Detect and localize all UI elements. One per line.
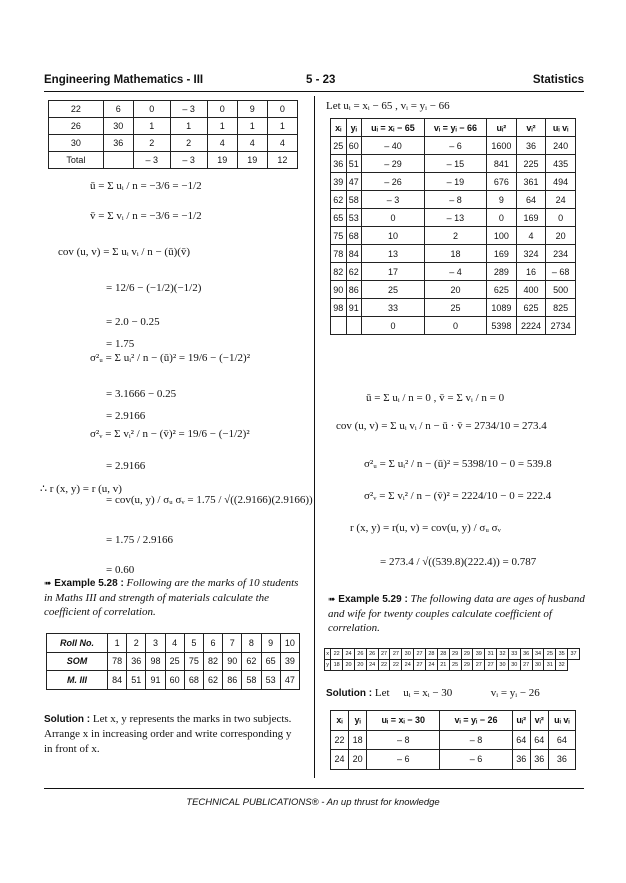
arrow-icon: ➠ <box>44 579 52 589</box>
table-cell: 18 <box>424 245 486 263</box>
table-cell: – 29 <box>362 155 425 173</box>
equation-line: σ²ᵤ = Σ uᵢ² / n − (ū)² = 19/6 − (−1/2)² <box>90 352 251 364</box>
table-cell: – 3 <box>170 101 207 118</box>
table-cell: – 68 <box>546 263 576 281</box>
table-cell: 75 <box>331 227 347 245</box>
table-cell: 31 <box>544 660 556 671</box>
table-cell: 1 <box>170 118 207 135</box>
table-cell: 1 <box>237 118 267 135</box>
table-cell: 64 <box>512 730 530 750</box>
table-cell: 4 <box>165 634 184 653</box>
table-cell: 8 <box>242 634 261 653</box>
table-cell: 36 <box>530 750 548 770</box>
table-cell: 84 <box>108 671 127 690</box>
equation-line: σ²ᵥ = Σ vᵢ² / n − (v̄)² = 19/6 − (−1/2)² <box>90 428 250 440</box>
table-cell: 82 <box>203 652 222 671</box>
table-cell: – 26 <box>362 173 425 191</box>
table-cell: 25 <box>362 281 425 299</box>
table-header-row <box>331 119 576 137</box>
page-header <box>44 74 584 90</box>
table-cell: 22 <box>331 649 343 660</box>
table-cell: 86 <box>346 281 362 299</box>
table-cell: 53 <box>261 671 280 690</box>
table-cell: 65 <box>261 652 280 671</box>
header-cell: uᵢ² <box>512 711 530 731</box>
table-cell: 2 <box>424 227 486 245</box>
arrow-icon: ➠ <box>328 595 336 605</box>
table-cell: 17 <box>362 263 425 281</box>
table-row <box>49 152 298 169</box>
table-cell: 22 <box>378 660 390 671</box>
computation-table-2 <box>330 710 576 770</box>
table-cell: M. III <box>47 671 108 690</box>
table-cell: 78 <box>108 652 127 671</box>
ages-table <box>324 648 580 671</box>
table-cell: 1600 <box>487 137 517 155</box>
equation-line: = 12/6 − (−1/2)(−1/2) <box>106 282 202 294</box>
table-row <box>331 299 576 317</box>
table-cell: 91 <box>146 671 165 690</box>
table-cell: 4 <box>516 227 546 245</box>
header-cell: uᵢ vᵢ <box>546 119 576 137</box>
header-cell: vᵢ = yᵢ − 66 <box>424 119 486 137</box>
table-cell: 24 <box>343 649 355 660</box>
table-cell: – 8 <box>424 191 486 209</box>
table-cell: 27 <box>390 649 402 660</box>
table-cell: 10 <box>362 227 425 245</box>
table-cell: 4 <box>207 135 237 152</box>
solution-5-29 <box>326 686 586 701</box>
table-cell: 64 <box>548 730 575 750</box>
table-cell: – 13 <box>424 209 486 227</box>
table-cell: 9 <box>261 634 280 653</box>
table-cell: 10 <box>280 634 299 653</box>
equation-line: ∴ r (x, y) = r (u, v) <box>40 483 122 495</box>
equation-line: cov (u, v) = Σ uᵢ vᵢ / n − (ū)(v̄) <box>58 246 191 258</box>
table-cell: 25 <box>331 137 347 155</box>
table-cell: 4 <box>267 135 297 152</box>
table-cell: 47 <box>280 671 299 690</box>
table-row <box>331 730 576 750</box>
table-cell: 12 <box>267 152 297 169</box>
table-cell: 240 <box>546 137 576 155</box>
equation-line: = 1.75 <box>106 338 135 350</box>
header-cell: yᵢ <box>346 119 362 137</box>
table-cell: 60 <box>165 671 184 690</box>
book-title: Engineering Mathematics - III <box>44 74 204 86</box>
table-cell: 30 <box>508 660 520 671</box>
table-cell: 22 <box>331 730 349 750</box>
header-cell: uᵢ = xᵢ − 30 <box>367 711 440 731</box>
table-cell: 1 <box>108 634 127 653</box>
table-cell: 0 <box>133 101 170 118</box>
page-footer: TECHNICAL PUBLICATIONS® - An up thrust for knowledge <box>186 797 440 808</box>
table-cell: 51 <box>346 155 362 173</box>
table-cell: 30 <box>103 118 133 135</box>
table-cell: 90 <box>223 652 242 671</box>
example-5-29 <box>328 592 586 635</box>
table-cell: 25 <box>449 660 461 671</box>
table-cell: 20 <box>424 281 486 299</box>
table-cell: 5 <box>184 634 203 653</box>
table-cell: 0 <box>362 209 425 227</box>
table-cell: 169 <box>516 209 546 227</box>
table-cell: – 8 <box>440 730 512 750</box>
equation-line: = 2.9166 <box>106 410 146 422</box>
table-row <box>47 634 300 653</box>
table-cell: – 19 <box>424 173 486 191</box>
table-cell: 33 <box>362 299 425 317</box>
table-cell: 7 <box>223 634 242 653</box>
table-cell: 58 <box>346 191 362 209</box>
header-cell: xᵢ <box>331 711 349 731</box>
table-cell: 98 <box>146 652 165 671</box>
table-row <box>331 155 576 173</box>
table-cell: 36 <box>516 137 546 155</box>
table-cell: 36 <box>512 750 530 770</box>
table-cell: 84 <box>346 245 362 263</box>
table-cell: 24 <box>402 660 414 671</box>
table-cell: – 3 <box>362 191 425 209</box>
solution-text-2: Arrange x in increasing order and write corresponding y in front of x. <box>44 728 292 755</box>
footer-rule <box>44 788 584 789</box>
table-row <box>331 173 576 191</box>
table-cell: – 3 <box>170 152 207 169</box>
table-cell: 68 <box>346 227 362 245</box>
table-cell: 6 <box>203 634 222 653</box>
table-cell: 36 <box>127 652 146 671</box>
table-cell: 26 <box>49 118 104 135</box>
table-row <box>47 652 300 671</box>
table-cell: 53 <box>346 209 362 227</box>
table-cell: 29 <box>461 649 473 660</box>
table-cell: 234 <box>546 245 576 263</box>
table-cell: 20 <box>354 660 366 671</box>
table-cell: 62 <box>203 671 222 690</box>
table-cell: 32 <box>556 660 568 671</box>
table-cell: 225 <box>516 155 546 173</box>
table-cell: 36 <box>548 750 575 770</box>
table-cell: 20 <box>349 750 367 770</box>
header-cell: vᵢ² <box>530 711 548 731</box>
equation-line: = 2.9166 <box>106 460 146 472</box>
table-cell: 5398 <box>487 317 517 335</box>
table-cell: – 15 <box>424 155 486 173</box>
table-cell: – 6 <box>440 750 512 770</box>
header-cell: yᵢ <box>349 711 367 731</box>
header-cell: vᵢ² <box>516 119 546 137</box>
table-cell: 21 <box>437 660 449 671</box>
table-cell: 435 <box>546 155 576 173</box>
table-cell: 75 <box>184 652 203 671</box>
solution-label: Solution : <box>44 714 91 725</box>
table-cell: 289 <box>487 263 517 281</box>
table-row <box>331 227 576 245</box>
table-cell: 20 <box>343 660 355 671</box>
table-cell: 33 <box>508 649 520 660</box>
table-cell: 47 <box>346 173 362 191</box>
table-cell: 18 <box>331 660 343 671</box>
table-cell: 18 <box>349 730 367 750</box>
table-cell: 22 <box>49 101 104 118</box>
table-cell: 86 <box>223 671 242 690</box>
table-cell: 62 <box>346 263 362 281</box>
table-row <box>331 245 576 263</box>
table-cell: 2 <box>170 135 207 152</box>
table-cell: – 40 <box>362 137 425 155</box>
table-row <box>47 671 300 690</box>
table-cell: 36 <box>103 135 133 152</box>
table-cell: 100 <box>487 227 517 245</box>
table-row <box>331 209 576 227</box>
table-cell: 28 <box>425 649 437 660</box>
table-cell: 26 <box>366 649 378 660</box>
table-cell: 24 <box>331 750 349 770</box>
table-cell: 625 <box>516 299 546 317</box>
table-cell: 68 <box>184 671 203 690</box>
table-cell: – 6 <box>424 137 486 155</box>
example-label: Example 5.29 : <box>338 594 408 605</box>
table-cell: 32 <box>497 649 509 660</box>
table-cell: – 6 <box>367 750 440 770</box>
table-cell: 2 <box>127 634 146 653</box>
table-row <box>49 135 298 152</box>
table-cell: 27 <box>378 649 390 660</box>
table-cell: 51 <box>127 671 146 690</box>
table-cell: 24 <box>546 191 576 209</box>
table-row <box>331 281 576 299</box>
table-cell: 25 <box>424 299 486 317</box>
table-cell: 27 <box>414 660 426 671</box>
table-cell: 19 <box>237 152 267 169</box>
table-cell: 0 <box>546 209 576 227</box>
table-cell: SOM <box>47 652 108 671</box>
table-cell: 400 <box>516 281 546 299</box>
continuation-table <box>48 100 298 169</box>
table-cell: 27 <box>473 660 485 671</box>
table-cell <box>346 317 362 335</box>
table-cell: 625 <box>487 281 517 299</box>
table-row <box>49 101 298 118</box>
table-cell: – 3 <box>133 152 170 169</box>
table-cell: 9 <box>237 101 267 118</box>
solution-label: Solution : <box>326 688 373 699</box>
table-cell: 825 <box>546 299 576 317</box>
table-cell: 0 <box>487 209 517 227</box>
header-rule <box>44 91 584 92</box>
example-text: The following data are ages of husband and wife for twenty couples calculate coefficient of correlation. <box>328 593 585 634</box>
equation-line: σ²ᵥ = Σ vᵢ² / n − (v̄)² = 2224/10 − 0 = 222.4 <box>364 490 552 502</box>
table-cell: 3 <box>146 634 165 653</box>
table-cell: 65 <box>331 209 347 227</box>
table-cell: 30 <box>402 649 414 660</box>
table-cell: 9 <box>487 191 517 209</box>
table-cell: 13 <box>362 245 425 263</box>
table-cell: y <box>325 660 331 671</box>
equation-line: ū = Σ uᵢ / n = −3/6 = −1/2 <box>90 180 202 192</box>
table-cell: 841 <box>487 155 517 173</box>
header-cell: vᵢ = yᵢ − 26 <box>440 711 512 731</box>
equation-line: = 1.75 / 2.9166 <box>106 534 174 546</box>
table-cell: 27 <box>414 649 426 660</box>
table-cell <box>103 152 133 169</box>
table-cell: 25 <box>544 649 556 660</box>
table-cell: 4 <box>237 135 267 152</box>
table-cell: 30 <box>49 135 104 152</box>
table-cell: 1 <box>267 118 297 135</box>
marks-table <box>46 633 300 690</box>
table-cell: 60 <box>346 137 362 155</box>
equation-line: σ²ᵤ = Σ uᵢ² / n − (ū)² = 5398/10 − 0 = 539.8 <box>364 458 552 470</box>
table-cell: – 8 <box>367 730 440 750</box>
right-let-line: Let uᵢ = xᵢ − 65 , vᵢ = yᵢ − 66 <box>326 100 450 112</box>
table-row <box>331 263 576 281</box>
table-cell: 62 <box>242 652 261 671</box>
table-cell: 0 <box>424 317 486 335</box>
table-cell: 0 <box>362 317 425 335</box>
header-cell: uᵢ² <box>487 119 517 137</box>
table-cell: 91 <box>346 299 362 317</box>
table-cell: 1 <box>207 118 237 135</box>
table-cell: 30 <box>497 660 509 671</box>
solution-5-28 <box>44 712 302 757</box>
header-cell: uᵢ = xᵢ − 65 <box>362 119 425 137</box>
table-cell: 2 <box>133 135 170 152</box>
table-row <box>331 317 576 335</box>
table-row <box>325 649 580 660</box>
table-cell: 6 <box>103 101 133 118</box>
table-cell: 361 <box>516 173 546 191</box>
table-cell: 324 <box>516 245 546 263</box>
table-cell: 27 <box>520 660 532 671</box>
table-cell: 29 <box>461 660 473 671</box>
table-cell: 78 <box>331 245 347 263</box>
equation-line: cov (u, v) = Σ uᵢ vᵢ / n − ū · v̄ = 2734/10 = 273.4 <box>336 420 547 432</box>
equation-line: ū = Σ uᵢ / n = 0 , v̄ = Σ vᵢ / n = 0 <box>366 392 505 404</box>
equation-line: v̄ = Σ vᵢ / n = −3/6 = −1/2 <box>90 210 202 222</box>
table-cell: 0 <box>267 101 297 118</box>
table-cell <box>331 317 347 335</box>
table-cell: x <box>325 649 331 660</box>
table-cell: 35 <box>556 649 568 660</box>
table-cell: 1089 <box>487 299 517 317</box>
table-cell: 34 <box>532 649 544 660</box>
equation-line: = 0.60 <box>106 564 135 576</box>
header-cell: uᵢ vᵢ <box>548 711 575 731</box>
example-text: Following are the marks of 10 students in Maths III and strength of materials calculate the coefficient of correlation. <box>44 577 299 618</box>
chapter-title: Statistics <box>532 74 584 86</box>
table-cell: 26 <box>354 649 366 660</box>
table-cell: 98 <box>331 299 347 317</box>
table-cell: 64 <box>516 191 546 209</box>
example-5-28 <box>44 576 304 619</box>
table-cell: 2734 <box>546 317 576 335</box>
table-cell: 90 <box>331 281 347 299</box>
computation-table <box>330 118 576 335</box>
table-header-row <box>331 711 576 731</box>
table-cell: – 4 <box>424 263 486 281</box>
table-cell: 16 <box>516 263 546 281</box>
table-cell: 24 <box>425 660 437 671</box>
table-cell: 39 <box>473 649 485 660</box>
table-cell: 36 <box>520 649 532 660</box>
table-cell: 2224 <box>516 317 546 335</box>
table-row <box>331 137 576 155</box>
equation-line: = cov(u, y) / σᵤ σᵥ = 1.75 / √((2.9166)(2.9166)) <box>106 494 313 506</box>
column-divider <box>314 96 315 778</box>
table-cell: 62 <box>331 191 347 209</box>
table-cell: 0 <box>207 101 237 118</box>
table-cell: 58 <box>242 671 261 690</box>
table-row <box>331 191 576 209</box>
table-cell: 37 <box>568 649 580 660</box>
table-cell: 29 <box>449 649 461 660</box>
table-cell: 64 <box>530 730 548 750</box>
table-row <box>49 118 298 135</box>
header-cell: xᵢ <box>331 119 347 137</box>
equation-line: = 273.4 / √((539.8)(222.4)) = 0.787 <box>380 556 537 568</box>
table-cell: 27 <box>485 660 497 671</box>
table-cell: 169 <box>487 245 517 263</box>
table-cell: 500 <box>546 281 576 299</box>
table-row <box>331 750 576 770</box>
table-cell: 28 <box>437 649 449 660</box>
example-label: Example 5.28 : <box>54 578 124 589</box>
table-cell: 20 <box>546 227 576 245</box>
table-cell: 19 <box>207 152 237 169</box>
solution-text: Let uᵢ = xᵢ − 30 vᵢ = yᵢ − 26 <box>374 687 540 699</box>
solution-text-1: Let x, y represents the marks in two subjects. <box>92 713 292 725</box>
table-cell: 31 <box>485 649 497 660</box>
table-cell: 22 <box>390 660 402 671</box>
table-cell: 24 <box>366 660 378 671</box>
equation-line: = 2.0 − 0.25 <box>106 316 160 328</box>
table-cell: 82 <box>331 263 347 281</box>
table-cell: 39 <box>331 173 347 191</box>
table-cell: 39 <box>280 652 299 671</box>
equation-line: = 3.1666 − 0.25 <box>106 388 177 400</box>
table-cell: 676 <box>487 173 517 191</box>
table-cell: Total <box>49 152 104 169</box>
page-number: 5 - 23 <box>306 74 336 86</box>
table-cell: 36 <box>331 155 347 173</box>
table-cell: 1 <box>133 118 170 135</box>
table-cell: 30 <box>532 660 544 671</box>
equation-line: r (x, y) = r(u, v) = cov(u, y) / σᵤ σᵥ <box>350 522 501 534</box>
table-cell: 494 <box>546 173 576 191</box>
table-cell: Roll No. <box>47 634 108 653</box>
table-row <box>325 660 580 671</box>
table-cell: 25 <box>165 652 184 671</box>
